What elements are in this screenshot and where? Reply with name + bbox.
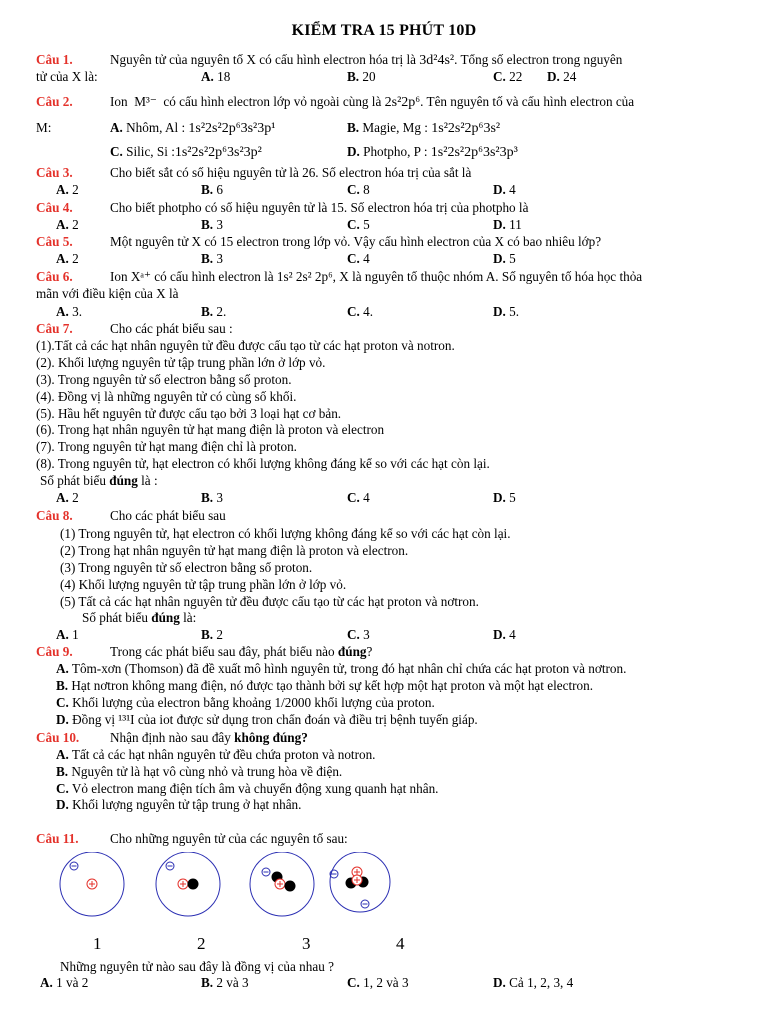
option-c[interactable]: C. 4	[347, 490, 370, 505]
option-d[interactable]: D. Photpho, P : 1s²2s²2p⁶3s²3p³	[347, 144, 518, 160]
atom-label-4: 4	[396, 934, 405, 953]
option-a[interactable]: A. 1	[56, 627, 79, 642]
atom-2-diagram	[156, 852, 220, 916]
option-c[interactable]: C. 4	[347, 251, 370, 266]
atom-label-3: 3	[302, 934, 311, 953]
option-c[interactable]: C. 5	[347, 217, 370, 232]
option-b[interactable]: B. Magie, Mg : 1s²2s²2p⁶3s²	[347, 120, 501, 136]
option-a[interactable]: A. 1 và 2	[40, 975, 89, 990]
question-text-cont: tử của X là:	[36, 69, 98, 84]
option-b[interactable]: B. 2	[201, 627, 223, 642]
atom-label-2: 2	[197, 934, 206, 953]
atom-3-diagram	[250, 852, 314, 916]
option-a[interactable]: A. 2	[56, 217, 79, 232]
config: 3d²4s²	[419, 53, 455, 68]
question-number: Câu 2.	[36, 94, 73, 109]
option-b[interactable]: B. 6	[201, 182, 223, 197]
option-d[interactable]: D. 4	[493, 627, 516, 642]
atom-diagrams	[40, 852, 400, 922]
option-d[interactable]: D. Cả 1, 2, 3, 4	[493, 975, 574, 990]
exam-page: KIỂM TRA 15 PHÚT 10D Câu 1. Nguyên tử của nguyên tố X có cấu hình electron hóa trị là 3d²4s². Tổng số electron trong nguyên tử của X là: A. 18 B. 20 C. 22 D. 24 Câu 2. Ion M³⁻ có cấu hình electron lớp vỏ ngoài cùng là 2s²2p⁶. Tên nguyên tố và cấu hình electron của M: A. Nhôm, Al : 1s²2s²2p⁶3s²3p¹ B. Magie, Mg : 1s²2s²2p⁶3s² C. Silic, Si :1s²2s²2p⁶3s²3p² D. Photpho, P : 1s²2s²2p⁶3s²3p³ Câu 3. Cho biết sắt có số hiệu nguyên tử là 26. Số electron hóa trị của sắt là A. 2 B. 6 C. 8 D. 4 Câu 4. Cho biết photpho có số hiệu nguyên tử là 15. Số electron hóa trị của photpho là A. 2 B. 3 C. 5 D. 11 Câu 5. Một nguyên tử X có 15 electron trong lớp vỏ. Vậy cấu hình electron của X có bao nhiêu lớp? A. 2 B. 3 C. 4 D. 5 Câu 6. Ion Xᵃ⁺ có cấu hình electron là 1s² 2s² 2p⁶, X là nguyên tố thuộc nhóm A. Số nguyên tố hóa học thỏa mãn với điều kiện của X là A. 3. B. 2. C. 4. D. 5. Câu 7. Cho các phát biểu sau : (1).Tất cả các hạt nhân nguyên tử đều được cấu tạo từ các hạt proton và notron. (2). Khối lượng nguyên tử tập trung phần lớn ở lớp vỏ. (3). Trong nguyên tử số electron bằng số proton. (4). Đồng vị là những nguyên tử có cùng số khối. (5). Hầu hết nguyên tử được cấu tạo bởi 3 loại hạt cơ bản. (6). Trong hạt nhân nguyên tử hạt mang điện là proton và electron (7). Trong nguyên tử hạt mang điện chỉ là proton. (8). Trong nguyên tử, hạt electron có khối lượng không đáng kể so với các hạt còn lại. Số phát biểu đúng là : A. 2 B. 3 C. 4 D. 5 Câu 8. Cho các phát biểu sau (1) Trong nguyên tử, hạt electron có khối lượng không đáng kể so với các hạt còn lại. (2) Trong hạt nhân nguyên tử hạt mang điện là proton và electron. (3) Trong nguyên tử số electron bằng số proton. (4) Khối lượng nguyên tử tập trung phần lớn ở lớp vỏ. (5) Tất cả các hạt nhân nguyên tử đều được cấu tạo từ các hạt proton và nơtron. Số phát biểu đúng là: A. 1 B. 2 C. 3 D. 4 Câu 9. Trong các phát biểu sau đây, phát biểu nào đúng? A. Tôm-xơn (Thomson) đã đề xuất mô hình nguyên tử, trong đó hạt nhân chỉ chứa các hạt proton và nơtron. B. Hạt nơtron không mang điện, nó được tạo thành bởi sự kết hợp một hạt proton và một hạt electron. C. Khối lượng của electron bằng khoảng 1/2000 khối lượng của proton. D. Đồng vị ¹³¹I của iot được sử dụng tron chẩn đoán và điều trị bệnh tuyến giáp. Câu 10. Nhận định nào sau đây không đúng? A. Tất cả các hạt nhân nguyên tử đều chứa proton và notron. B. Nguyên tử là hạt vô cùng nhỏ và trung hòa về điện. C. Vỏ electron mang điện tích âm và chuyển động xung quanh hạt nhân. D. Khối lượng nguyên tử tập trung ở hạt nhân. Câu 11. Cho những nguyên tử của các nguyên tố sau: 1 2 3 4 Những nguyên tử nào sau đây là đồng vị của nhau ? A. 1 và 2 B. 2 và 3 C. 1, 2 và 3 D. Cả 1, 2, 3, 4	[0, 0, 768, 1024]
option-b[interactable]: B. 2 và 3	[201, 975, 249, 990]
option-d[interactable]: D. 5	[493, 251, 516, 266]
option-c[interactable]: C. 8	[347, 182, 370, 197]
question-number: Câu 1.	[36, 52, 73, 67]
option-b[interactable]: B. 2.	[201, 304, 227, 319]
option-c[interactable]: C. 1, 2 và 3	[347, 975, 409, 990]
option-a[interactable]: A. 3.	[56, 304, 83, 319]
atom-label-1: 1	[93, 934, 102, 953]
option-d[interactable]: D. 5	[493, 490, 516, 505]
option-c[interactable]: C. 22	[493, 69, 523, 84]
option-b[interactable]: B. 20	[347, 69, 376, 84]
option-b[interactable]: B. 3	[201, 217, 223, 232]
question-text-cont: . Tổng số electron trong nguyên	[454, 52, 623, 67]
option-d[interactable]: D. 4	[493, 182, 516, 197]
option-c[interactable]: C. 3	[347, 627, 370, 642]
option-a[interactable]: A. 2	[56, 490, 79, 505]
atom-1-diagram	[60, 852, 124, 916]
page-title: KIỂM TRA 15 PHÚT 10D	[291, 22, 477, 39]
option-d[interactable]: D. 5.	[493, 304, 520, 319]
option-d[interactable]: D. 11	[493, 217, 522, 232]
option-b[interactable]: B. 3	[201, 251, 223, 266]
atom-4-diagram	[330, 852, 390, 912]
option-a[interactable]: A. 2	[56, 251, 79, 266]
option-a[interactable]: A. 18	[201, 69, 231, 84]
question-text: Nguyên tử của nguyên tố X có cấu hình electron hóa trị là	[110, 52, 416, 67]
option-d[interactable]: D. 24	[547, 69, 577, 84]
option-c[interactable]: C. 4.	[347, 304, 374, 319]
option-a[interactable]: A. 2	[56, 182, 79, 197]
option-a[interactable]: A. Nhôm, Al : 1s²2s²2p⁶3s²3p¹	[110, 120, 276, 136]
option-c[interactable]: C. Silic, Si :1s²2s²2p⁶3s²3p²	[110, 144, 262, 160]
option-b[interactable]: B. 3	[201, 490, 223, 505]
